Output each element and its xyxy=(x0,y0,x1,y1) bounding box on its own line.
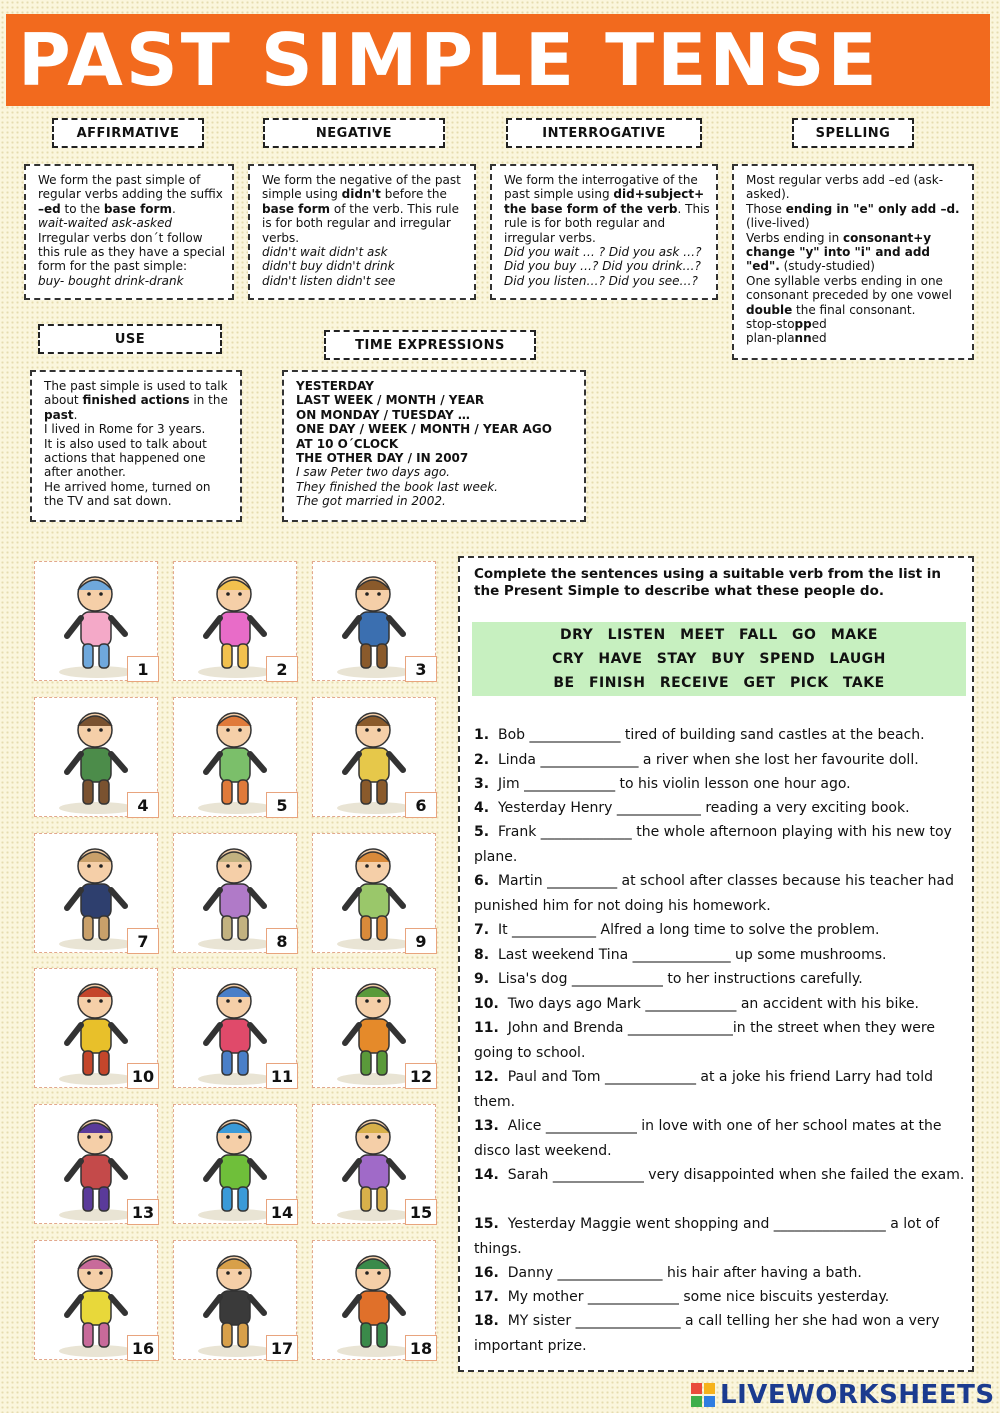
sentence-text[interactable]: Frank _____________ the whole afternoon playing with his new toy plane. xyxy=(474,824,952,865)
picture-number: 5 xyxy=(266,792,298,818)
negative-box: We form the negative of the past simple using didn't before the base form of the verb. This rule is for both regular and irregular verbs. didn't wait didn't ask didn't buy didn't drink didn't listen didn't see xyxy=(248,164,476,300)
sentence-item xyxy=(474,992,966,1017)
verb-row-3: BE FINISH RECEIVE GET PICK TAKE xyxy=(553,675,885,691)
picture-1 xyxy=(34,561,158,681)
picture-15 xyxy=(312,1104,436,1224)
sentence-text[interactable]: MY sister _______________ a call telling her she had won a very important prize. xyxy=(474,1313,940,1354)
sentence-number: 5. xyxy=(474,824,490,840)
time-expressions-box: YESTERDAY LAST WEEK / MONTH / YEAR ON MONDAY / TUESDAY … ONE DAY / WEEK / MONTH / YEAR AGO AT 10 O´CLOCK THE OTHER DAY / IN 2007 I saw Peter two days ago. They finished the book last week. The got married in 2002. xyxy=(282,370,586,522)
sentence-item xyxy=(474,1309,966,1358)
sentence-item xyxy=(474,918,966,943)
picture-11 xyxy=(173,968,297,1088)
picture-2 xyxy=(173,561,297,681)
negative-label: NEGATIVE xyxy=(263,118,445,148)
sentence-text[interactable]: Jim _____________ to his violin lesson one hour ago. xyxy=(497,776,851,792)
sentence-item xyxy=(474,820,966,869)
sentence-text[interactable]: Yesterday Maggie went shopping and ________________ a lot of things. xyxy=(474,1216,940,1257)
liveworksheets-logo-icon xyxy=(690,1382,716,1408)
sentence-number: 17. xyxy=(474,1289,499,1305)
page-title: PAST SIMPLE TENSE xyxy=(6,14,990,106)
sentence-item xyxy=(474,1261,966,1286)
sentence-item xyxy=(474,1016,966,1065)
sentence-item xyxy=(474,1065,966,1114)
sentence-number: 13. xyxy=(474,1118,499,1134)
sentence-number: 7. xyxy=(474,922,490,938)
sentence-number: 16. xyxy=(474,1265,499,1281)
sentence-number: 3. xyxy=(474,776,490,792)
affirmative-box: We form the past simple of regular verbs adding the suffix –ed to the base form. wait-waited ask-asked Irregular verbs don´t follow this rule as they have a special form for the past simple: buy- bought drink-drank xyxy=(24,164,234,300)
brand-text: LIVEWORKSHEETS xyxy=(720,1380,995,1410)
picture-number: 3 xyxy=(405,656,437,682)
picture-number: 4 xyxy=(127,792,159,818)
interrogative-box: We form the interrogative of the past simple using did+subject+ the base form of the verb. This rule is for both regular and irregular verbs. Did you wait … ? Did you ask …? Did you buy …? Did you drink…? Did you listen…? Did you see…? xyxy=(490,164,718,300)
sentence-item xyxy=(474,943,966,968)
sentence-item xyxy=(474,1285,966,1310)
sentence-number: 1. xyxy=(474,727,490,743)
verb-row-1: DRY LISTEN MEET FALL GO MAKE xyxy=(560,627,878,643)
time-expressions-label: TIME EXPRESSIONS xyxy=(324,330,536,360)
sentence-text[interactable]: John and Brenda _______________in the street when they were going to school. xyxy=(474,1020,935,1061)
sentence-item xyxy=(474,748,966,773)
sentence-item xyxy=(474,1163,966,1188)
picture-number: 7 xyxy=(127,928,159,954)
picture-number: 14 xyxy=(266,1199,298,1225)
use-box: The past simple is used to talk about finished actions in the past. I lived in Rome for 3 years. It is also used to talk about actions that happened one after another. He arrived home, turned on the TV and sat down. xyxy=(30,370,242,522)
sentence-text[interactable]: Lisa's dog _____________ to her instructions carefully. xyxy=(497,971,863,987)
picture-number: 2 xyxy=(266,656,298,682)
picture-number: 18 xyxy=(405,1335,437,1361)
picture-6 xyxy=(312,697,436,817)
picture-8 xyxy=(173,833,297,953)
verb-row-2: CRY HAVE STAY BUY SPEND LAUGH xyxy=(552,651,886,667)
picture-number: 13 xyxy=(127,1199,159,1225)
picture-12 xyxy=(312,968,436,1088)
liveworksheets-logo xyxy=(690,1378,995,1412)
sentence-text[interactable]: Yesterday Henry ____________ reading a very exciting book. xyxy=(497,800,910,816)
picture-number: 10 xyxy=(127,1063,159,1089)
picture-number: 6 xyxy=(405,792,437,818)
picture-13 xyxy=(34,1104,158,1224)
picture-10 xyxy=(34,968,158,1088)
sentence-number: 10. xyxy=(474,996,499,1012)
sentence-number: 6. xyxy=(474,873,490,889)
sentence-item xyxy=(474,967,966,992)
verb-list xyxy=(472,622,966,696)
picture-18 xyxy=(312,1240,436,1360)
picture-number: 16 xyxy=(127,1335,159,1361)
picture-14 xyxy=(173,1104,297,1224)
picture-number: 15 xyxy=(405,1199,437,1225)
sentence-text[interactable]: Two days ago Mark _____________ an accident with his bike. xyxy=(507,996,920,1012)
sentence-text[interactable]: It ____________ Alfred a long time to solve the problem. xyxy=(497,922,880,938)
picture-17 xyxy=(173,1240,297,1360)
sentence-number: 9. xyxy=(474,971,490,987)
picture-7 xyxy=(34,833,158,953)
sentence-text[interactable]: Alice _____________ in love with one of her school mates at the disco last weekend. xyxy=(474,1118,942,1159)
spelling-label: SPELLING xyxy=(792,118,914,148)
picture-number: 8 xyxy=(266,928,298,954)
sentence-number: 15. xyxy=(474,1216,499,1232)
sentence-item xyxy=(474,1114,966,1163)
sentence-item xyxy=(474,869,966,918)
sentence-item xyxy=(474,772,966,797)
picture-3 xyxy=(312,561,436,681)
sentence-number: 18. xyxy=(474,1313,499,1329)
sentence-number: 12. xyxy=(474,1069,499,1085)
picture-16 xyxy=(34,1240,158,1360)
sentence-number: 4. xyxy=(474,800,490,816)
use-label: USE xyxy=(38,324,222,354)
picture-number: 1 xyxy=(127,656,159,682)
sentence-number: 2. xyxy=(474,752,490,768)
sentence-text[interactable]: Bob _____________ tired of building sand castles at the beach. xyxy=(497,727,925,743)
picture-9 xyxy=(312,833,436,953)
picture-4 xyxy=(34,697,158,817)
picture-number: 11 xyxy=(266,1063,298,1089)
sentence-number: 14. xyxy=(474,1167,499,1183)
picture-number: 17 xyxy=(266,1335,298,1361)
sentence-text[interactable]: Sarah _____________ very disappointed when she failed the exam. xyxy=(507,1167,965,1183)
sentence-item xyxy=(474,796,966,821)
sentence-text[interactable]: Martin __________ at school after classes because his teacher had punished him for not doing his homework. xyxy=(474,873,954,914)
sentence-text[interactable]: Linda ______________ a river when she lost her favourite doll. xyxy=(497,752,919,768)
sentence-item xyxy=(474,723,966,748)
picture-number: 12 xyxy=(405,1063,437,1089)
sentence-text[interactable]: Last weekend Tina ______________ up some mushrooms. xyxy=(497,947,887,963)
picture-5 xyxy=(173,697,297,817)
sentence-item xyxy=(474,1212,966,1261)
picture-number: 9 xyxy=(405,928,437,954)
sentence-text[interactable]: Paul and Tom _____________ at a joke his friend Larry had told them. xyxy=(474,1069,933,1110)
sentence-number: 11. xyxy=(474,1020,499,1036)
interrogative-label: INTERROGATIVE xyxy=(506,118,702,148)
spelling-box: Most regular verbs add –ed (ask- asked). Those ending in "e" only add –d. (live-lived) Verbs ending in consonant+y change "y" into "i" and add "ed". (study-studied) One syllable verbs ending in one consonant preceded by one vowel double the final consonant. stop-stopped plan-planned xyxy=(732,164,974,360)
sentence-text[interactable]: My mother _____________ some nice biscuits yesterday. xyxy=(507,1289,890,1305)
exercise-instructions: Complete the sentences using a suitable verb from the list in the Present Simple to describe what these people do. xyxy=(474,566,942,599)
sentence-number: 8. xyxy=(474,947,490,963)
exercise-box xyxy=(458,556,974,1372)
sentence-text[interactable]: Danny _______________ his hair after having a bath. xyxy=(507,1265,862,1281)
affirmative-label: AFFIRMATIVE xyxy=(52,118,204,148)
